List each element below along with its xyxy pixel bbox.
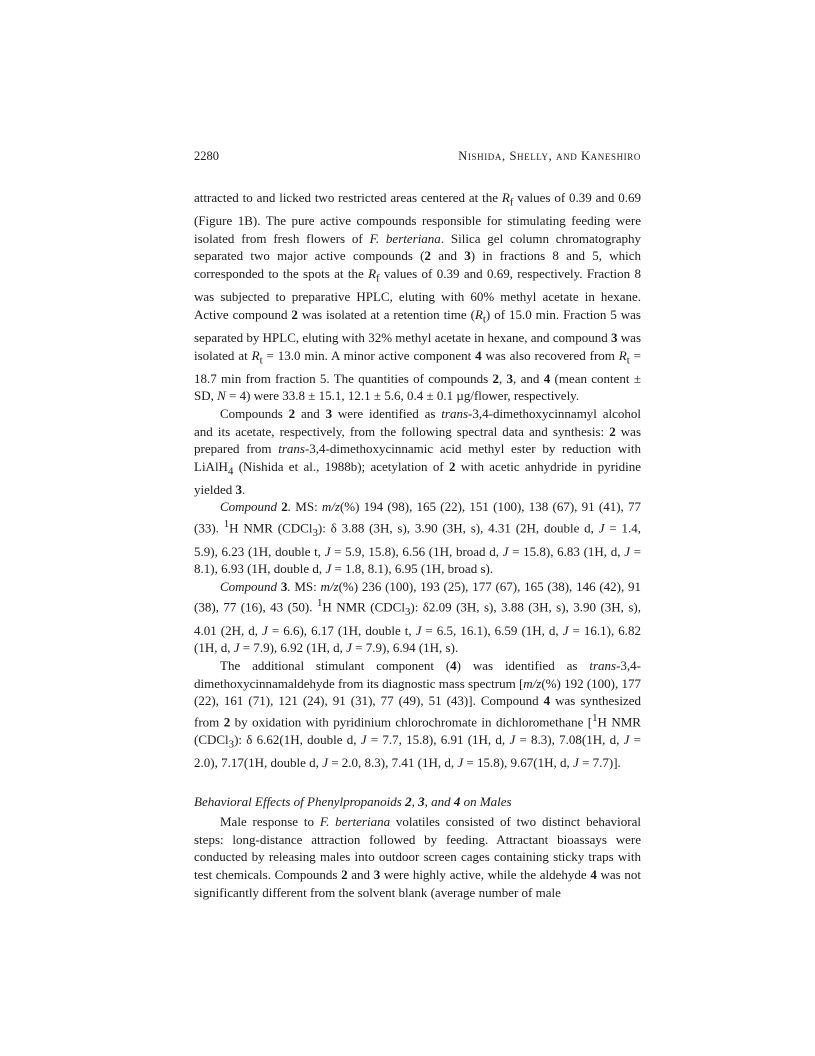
paragraph <box>194 657 641 771</box>
text-run: F. berteriana <box>319 814 391 830</box>
text-run: (Nishida et al., 1988b); acetylation of <box>233 458 450 474</box>
text-run: F. berteriana <box>369 230 441 246</box>
text-run: = 1.8, 8.1), 6.95 (1H, broad s). <box>331 561 494 577</box>
text-run: MS: <box>291 499 322 515</box>
text-run: 2 <box>424 248 431 264</box>
text-run: values of 0.39 and 0.69 (Figure 1B). The pure active compounds responsible for stimulating feeding were isolated from fresh flowers of <box>194 190 641 246</box>
article-body <box>194 189 641 901</box>
text-run: R <box>368 265 377 281</box>
text-run: 2 <box>341 866 348 882</box>
text-run: 3 <box>506 370 514 386</box>
text-run: H NMR (CDCl <box>229 520 313 536</box>
text-run: and <box>347 866 374 882</box>
text-run: H NMR (CDCl <box>322 599 405 615</box>
paragraph <box>194 189 641 405</box>
text-run: = 16.1), 6.82 (1H, d, <box>194 622 641 656</box>
text-run: , <box>411 793 419 809</box>
text-run: (%) 236 (100), 193 (25), 177 (67), 165 (38), 146 (42), 91 (38), 77 (16), 43 (50). <box>194 578 642 615</box>
text-run: attracted to and licked two restricted areas centered at the <box>194 190 502 205</box>
text-run: f <box>509 196 514 209</box>
paragraph <box>194 405 641 499</box>
text-run: J <box>233 640 240 656</box>
text-run: 4 <box>227 465 234 478</box>
section-heading <box>194 793 641 811</box>
text-run: m/z <box>320 578 339 594</box>
text-run: 2 <box>609 423 616 439</box>
text-run: = 15.8), 9.67(1H, d, <box>463 754 574 770</box>
page-header <box>194 148 641 164</box>
text-run: 3 <box>418 793 425 809</box>
text-run: . <box>242 481 246 497</box>
text-run: = 7.7, 15.8), 6.91 (1H, d, <box>366 731 510 747</box>
text-run: 3 <box>312 526 318 539</box>
text-run: , <box>498 370 507 386</box>
text-run: f <box>376 272 380 285</box>
text-run: t <box>259 354 263 367</box>
text-run: = 13.0 min. A minor active component <box>262 347 476 363</box>
text-run: Behavioral Effects of Phenylpropanoids <box>194 793 406 809</box>
journal-page <box>194 148 641 901</box>
text-run: 2 <box>405 793 412 809</box>
text-run: 2 <box>281 499 288 515</box>
text-run: J <box>598 520 605 536</box>
text-run: . Silica gel column chromatography separated two major active compounds ( <box>194 230 641 264</box>
text-run: with acetic anhydride in pyridine yielded <box>194 458 641 497</box>
text-run: . <box>287 499 292 515</box>
text-run: H NMR (CDCl <box>194 714 641 747</box>
text-run: Compound <box>220 499 282 515</box>
text-run: J <box>502 543 509 559</box>
text-run: ) of 15.0 min. Fraction 5 was separated by HPLC, eluting with 32% methyl acetate in hexane, and compound <box>194 306 641 345</box>
text-run: = 4) were 33.8 ± 15.1, 12.1 ± 5.6, 0.4 ± 0.1 µg/flower, respectively. <box>225 388 580 404</box>
text-run: J <box>346 640 352 656</box>
text-run: t <box>482 313 486 326</box>
text-run: ) was identified as <box>456 658 590 674</box>
text-run: 3 <box>464 248 471 264</box>
text-run: 2 <box>288 405 296 421</box>
text-run: and <box>295 405 326 421</box>
text-run: were identified as <box>332 405 442 421</box>
text-run: J <box>457 754 464 770</box>
text-run: 3 <box>280 578 288 594</box>
text-run: = 8.3), 7.08(1H, d, <box>515 731 624 747</box>
text-run: t <box>626 354 630 367</box>
text-run: = 7.9), 6.92 (1H, d, <box>239 640 347 656</box>
text-run: was prepared from <box>194 423 642 457</box>
text-run: = 15.8), 6.83 (1H, d, <box>508 543 625 559</box>
text-run: (mean content ± SD, <box>194 370 641 404</box>
text-run: The additional stimulant component ( <box>220 658 451 674</box>
text-run: 3 <box>235 481 243 497</box>
text-run: were highly active, while the aldehyde <box>380 866 591 882</box>
text-run: (%) 194 (98), 165 (22), 151 (100), 138 (67), 91 (41), 77 (33). <box>194 499 642 536</box>
paragraph <box>194 578 641 657</box>
paragraph <box>194 813 641 901</box>
text-run: Compounds <box>220 405 289 421</box>
text-run: R <box>474 306 483 322</box>
text-run: = 2.0, 8.3), 7.41 (1H, d, <box>327 754 458 770</box>
text-run: 4 <box>543 693 551 709</box>
text-run: (%) 192 (100), 177 (22), 161 (71), 121 (24), 91 (31), 77 (49), 51 (43)]. Compound <box>194 675 641 709</box>
text-run: was isolated at <box>194 329 641 363</box>
text-run: 2 <box>449 458 456 474</box>
text-run: 1 <box>223 518 230 531</box>
text-run: J <box>623 731 630 747</box>
text-run: 3 <box>611 329 618 345</box>
text-run: 3 <box>325 405 333 421</box>
text-run: 2 <box>492 370 499 386</box>
text-run: trans <box>278 441 305 457</box>
text-run: was also recovered from <box>481 347 619 363</box>
text-run: = 6.6), 6.17 (1H, double t, <box>267 622 416 638</box>
text-run: = 5.9, 15.8), 6.56 (1H, broad d, <box>330 543 503 559</box>
text-run: . <box>287 578 291 594</box>
text-run: 1 <box>316 597 323 610</box>
text-run: = 18.7 min from fraction 5. The quantities of compounds <box>194 347 641 386</box>
text-run: trans <box>589 658 617 674</box>
text-run: J <box>360 731 367 747</box>
text-run: was synthesized from <box>194 693 642 730</box>
text-run: R <box>501 190 510 205</box>
text-run: Male response to <box>220 814 320 830</box>
text-run: volatiles consisted of two distinct behavioral steps: long-distance attraction followed by feeding. Attractant bioassays were conducted by releasing males into outdoor screen cages containing sticky traps with test chemicals. Compounds <box>194 814 641 882</box>
text-run: and <box>430 248 465 264</box>
text-run: = 8.1), 6.93 (1H, double d, <box>194 543 641 577</box>
text-run: = 1.4, 5.9), 6.23 (1H, double t, <box>194 520 641 559</box>
text-run: J <box>415 622 422 638</box>
text-run: J <box>624 543 630 559</box>
text-run: 4 <box>453 793 461 809</box>
text-run: 4 <box>543 370 551 386</box>
text-run: N <box>217 388 226 404</box>
text-run: J <box>562 622 569 638</box>
text-run: trans <box>441 405 469 421</box>
text-run: ): δ 3.88 (3H, s), 3.90 (3H, s), 4.31 (2H, double d, <box>317 520 599 536</box>
text-run: -3,4-dimethoxycinnamyl alcohol and its acetate, respectively, from the following spectral data and synthesis: <box>194 405 642 439</box>
text-run: = 7.9), 6.94 (1H, s). <box>351 640 459 656</box>
text-run: 4 <box>590 866 597 882</box>
text-run: J <box>325 561 332 577</box>
text-run: J <box>573 754 579 770</box>
text-run: was not significantly different from the solvent blank (average number of male <box>194 866 642 900</box>
text-run: m/z <box>321 499 340 515</box>
text-run: = 6.5, 16.1), 6.59 (1H, d, <box>421 622 563 638</box>
text-run: J <box>324 543 331 559</box>
text-run: R <box>251 347 260 363</box>
text-run: 4 <box>450 658 457 674</box>
text-run: , and <box>424 793 454 809</box>
text-run: J <box>509 731 516 747</box>
text-run: R <box>618 347 627 363</box>
text-run: m/z <box>523 675 542 691</box>
text-run: -3,4-dimethoxycinnamic acid methyl ester by reduction with LiAlH <box>194 441 641 474</box>
paragraph <box>194 498 641 577</box>
text-run: = 7.7)]. <box>578 754 621 770</box>
text-run: , and <box>513 370 544 386</box>
text-run: ): δ 6.62(1H, double d, <box>234 731 361 747</box>
text-run: Compound <box>220 578 281 594</box>
text-run: ) in fractions 8 and 5, which corresponded to the spots at the <box>194 248 641 281</box>
text-run: 2 <box>291 306 298 322</box>
text-run: 2 <box>223 714 231 730</box>
text-run: on Males <box>460 793 512 809</box>
text-run: 3 <box>228 738 235 751</box>
text-run: J <box>262 622 268 638</box>
text-run: 3 <box>373 866 381 882</box>
page-number: 2280 <box>194 149 219 163</box>
text-run: J <box>322 754 328 770</box>
text-run: 4 <box>475 347 482 363</box>
text-run: 3 <box>404 606 411 619</box>
text-run: MS: <box>290 578 321 594</box>
text-run: 1 <box>592 711 598 724</box>
text-run: = 2.0), 7.17(1H, double d, <box>194 731 641 770</box>
running-head: Nishida, Shelly, and Kaneshiro <box>458 149 641 163</box>
text-run: by oxidation with pyridinium chlorochromate in dichloromethane [ <box>230 714 593 730</box>
text-run: ): δ2.09 (3H, s), 3.88 (3H, s), 3.90 (3H, s), 4.01 (2H, d, <box>194 599 641 638</box>
text-run: was isolated at a retention time ( <box>297 306 475 322</box>
text-run: values of 0.39 and 0.69, respectively. Fraction 8 was subjected to preparative HPLC, eluting with 60% methyl acetate in hexane. Active compound <box>194 265 642 322</box>
text-run: -3,4-dimethoxycinnamaldehyde from its diagnostic mass spectrum [ <box>194 658 641 691</box>
